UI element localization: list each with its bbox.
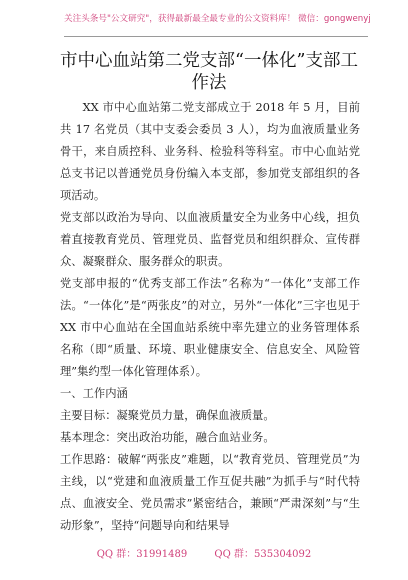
paragraph-duties: 党支部以政治为导向、以血液质量安全为业务中心线，担负着直接教育党员、管理党员、监督党员和组织群众、宣传群众、凝聚群众、服务群众的职责。 [60,211,360,268]
paragraph-intro: XX 市中心血站第二党支部成立于 2018 年 5 月，目前共 17 名党员（其中支委会委员 3 人），均为血液质量业务骨干，来自质控科、业务科、检验科等科室。市中心血站党总支书记以普通党员身份编入本支部，参加党支部组织的各项活动。 [60,101,360,202]
document-title: 市中心血站第二党支部“一体化”支部工作法 [60,51,358,93]
paragraph-basic-concept: 基本理念：突出政治功能，融合血站业务。 [60,431,275,444]
page-header [64,6,371,37]
paragraph-work-approach: 工作思路：破解“两张皮”难题，以“教育党员、管理党员”为主线，以“党建和血液质量工作互促共融”为抓手与“时代特点、血液安全、党员需求”紧密结合，兼顾“严肃深刻”与“生动形象”，坚持“问题导向和结果导 [60,453,360,532]
paragraph-method-name: 党支部申报的“优秀支部工作法”名称为“一体化”支部工作法。“一体化”是“两张皮”的对立，另外“一体化”三字也见于 XX 市中心血站在全国血站系统中率先建立的业务管理体系名称（即“质量、环境、职业健康安全、信息安全、风险管理”集约型一体化管理体系）。 [60,277,360,378]
section-heading-connotation: 一、工作内涵 [60,387,128,400]
page-footer [0,545,408,560]
footer-qq-group-1: QQ 群：31991489 [96,549,188,560]
header-promo-note: 关注头条号"公文研究"，获得最新最全最专业的公文资料库！ 微信：gongwenyj [64,14,371,24]
document-body [60,97,360,537]
paragraph-main-goal: 主要目标：凝聚党员力量，确保血液质量。 [60,409,275,422]
footer-qq-group-2: QQ 群：535304092 [214,549,312,560]
